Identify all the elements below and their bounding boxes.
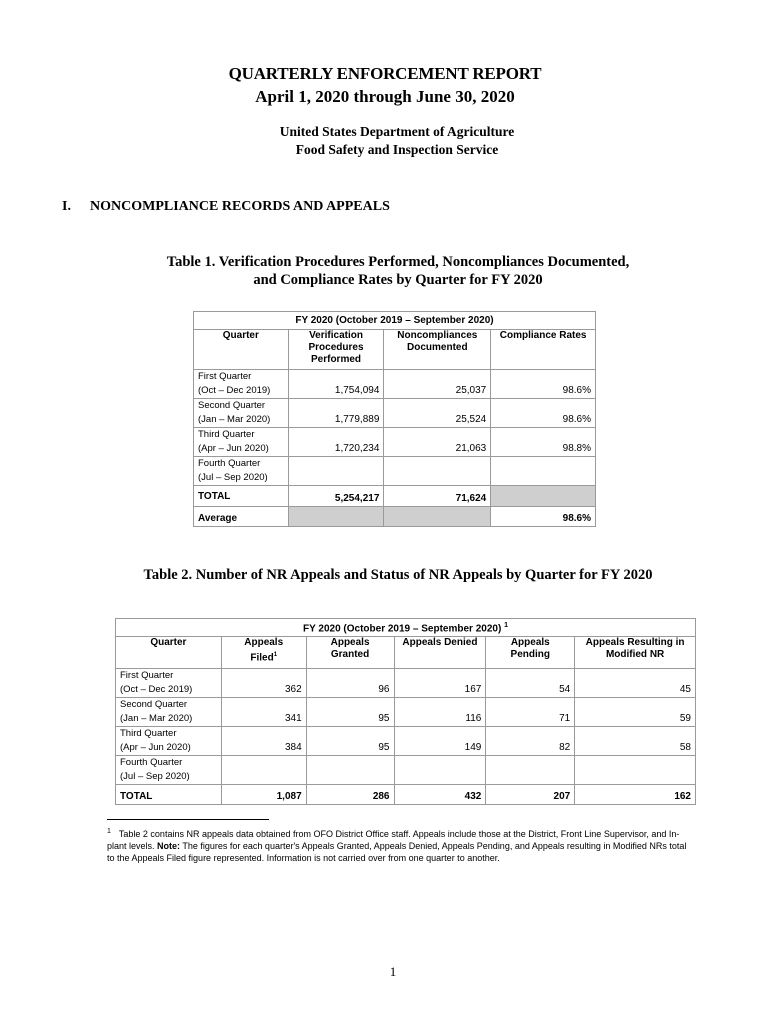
report-title: QUARTERLY ENFORCEMENT REPORT (228, 64, 542, 83)
table1-total-row (194, 486, 596, 507)
table-row (194, 457, 596, 486)
shaded-cell (491, 486, 596, 507)
table1-col-quarter: Quarter (194, 330, 289, 370)
total-filed: 1,087 (221, 785, 306, 805)
total-label: TOTAL (194, 486, 289, 507)
section-title: NONCOMPLIANCE RECORDS AND APPEALS (90, 199, 390, 214)
footnote-note-label: Note: (157, 841, 181, 851)
quarter-label: Fourth Quarter (Jul – Sep 2020) (116, 756, 222, 785)
average-rate: 98.6% (491, 507, 596, 527)
table2-nr-appeals (115, 618, 696, 805)
filed-value: 384 (221, 727, 306, 756)
granted-value: 96 (306, 669, 394, 698)
table1-col-verification: Verification Procedures Performed (288, 330, 384, 370)
section-number: I. (62, 199, 71, 214)
shaded-cell (288, 507, 384, 527)
pending-value: 71 (486, 698, 575, 727)
table1-col-noncompliances: Noncompliances Documented (384, 330, 491, 370)
table2-col-denied: Appeals Denied (394, 637, 486, 669)
denied-value: 116 (394, 698, 486, 727)
total-modified: 162 (575, 785, 696, 805)
table1-col-compliance: Compliance Rates (491, 330, 596, 370)
table2-col-modified: Appeals Resulting in Modified NR (575, 637, 696, 669)
noncompliance-value (384, 457, 491, 486)
table2-col-pending: Appeals Pending (486, 637, 575, 669)
table1-average-row (194, 507, 596, 527)
filed-value: 341 (221, 698, 306, 727)
noncompliance-value: 21,063 (384, 428, 491, 457)
table2-col-granted: Appeals Granted (306, 637, 394, 669)
table1-caption-line1: Table 1. Verification Procedures Performed, Noncompliances Documented, (166, 254, 630, 270)
table-row (116, 669, 696, 698)
table1-compliance-rates (193, 311, 596, 527)
table-row (116, 698, 696, 727)
footnote-divider (107, 819, 269, 820)
footnote-note-text: The figures for each quarter's Appeals Granted, Appeals Denied, Appeals Pending, and Appeals resulting in Modified NRs total to the Appeals Filed figure represented. Information is not carried over from one quarter to another. (107, 841, 687, 863)
table-row (194, 399, 596, 428)
table2-caption: Table 2. Number of NR Appeals and Status of NR Appeals by Quarter for FY 2020 (143, 567, 653, 583)
total-verification: 5,254,217 (288, 486, 384, 507)
granted-value: 95 (306, 727, 394, 756)
modified-value: 58 (575, 727, 696, 756)
verification-value: 1,754,094 (288, 370, 384, 399)
total-label: TOTAL (116, 785, 222, 805)
modified-value: 45 (575, 669, 696, 698)
table-row (116, 756, 696, 785)
quarter-label: Second Quarter (Jan – Mar 2020) (194, 399, 289, 428)
granted-value (306, 756, 394, 785)
quarter-label: Third Quarter (Apr – Jun 2020) (194, 428, 289, 457)
total-denied: 432 (394, 785, 486, 805)
compliance-rate-value: 98.6% (491, 370, 596, 399)
noncompliance-value: 25,524 (384, 399, 491, 428)
quarter-label: Third Quarter (Apr – Jun 2020) (116, 727, 222, 756)
agency-department: United States Department of Agriculture (279, 124, 515, 139)
table-row (194, 428, 596, 457)
page-number: 1 (389, 964, 397, 979)
agency-service: Food Safety and Inspection Service (295, 142, 499, 157)
total-pending: 207 (486, 785, 575, 805)
table2-total-row (116, 785, 696, 805)
denied-value: 149 (394, 727, 486, 756)
verification-value: 1,779,889 (288, 399, 384, 428)
table2-col-quarter: Quarter (116, 637, 222, 669)
pending-value (486, 756, 575, 785)
denied-value: 167 (394, 669, 486, 698)
verification-value (288, 457, 384, 486)
quarter-label: Second Quarter (Jan – Mar 2020) (116, 698, 222, 727)
table2-fy-header: FY 2020 (October 2019 – September 2020) $^1$ (116, 619, 696, 637)
modified-value (575, 756, 696, 785)
filed-value: 362 (221, 669, 306, 698)
footnote-mark: 1 (107, 828, 111, 835)
compliance-rate-value: 98.8% (491, 428, 596, 457)
modified-value: 59 (575, 698, 696, 727)
pending-value: 82 (486, 727, 575, 756)
quarter-label: First Quarter (Oct – Dec 2019) (194, 370, 289, 399)
table2-col-filed: Appeals Filed$^1$ (221, 637, 306, 669)
total-granted: 286 (306, 785, 394, 805)
pending-value: 54 (486, 669, 575, 698)
footnote-text: Table 2 contains NR appeals data obtained from OFO District Office staff. Appeals include those at the District, Front Line Supervisor, and In-plant levels. (107, 829, 680, 851)
report-date-range: April 1, 2020 through June 30, 2020 (255, 87, 515, 106)
denied-value (394, 756, 486, 785)
quarter-label: First Quarter (Oct – Dec 2019) (116, 669, 222, 698)
table1-fy-header: FY 2020 (October 2019 – September 2020) (194, 312, 596, 330)
table-row (194, 370, 596, 399)
noncompliance-value: 25,037 (384, 370, 491, 399)
total-noncompliances: 71,624 (384, 486, 491, 507)
quarter-label: Fourth Quarter (Jul – Sep 2020) (194, 457, 289, 486)
table1-caption-line2: and Compliance Rates by Quarter for FY 2020 (253, 272, 543, 288)
compliance-rate-value: 98.6% (491, 399, 596, 428)
filed-value (221, 756, 306, 785)
verification-value: 1,720,234 (288, 428, 384, 457)
shaded-cell (384, 507, 491, 527)
footnote (107, 826, 692, 864)
average-label: Average (194, 507, 289, 527)
compliance-rate-value (491, 457, 596, 486)
granted-value: 95 (306, 698, 394, 727)
table-row (116, 727, 696, 756)
